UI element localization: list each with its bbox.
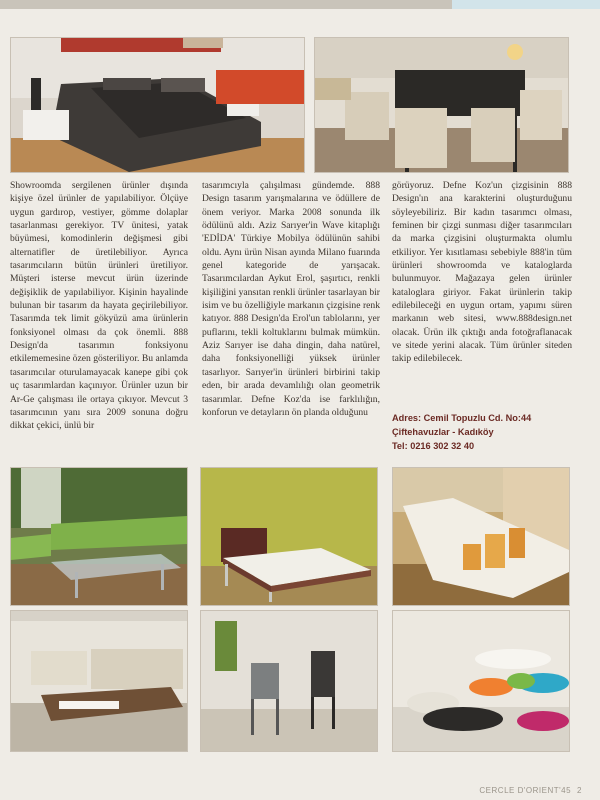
page-footer — [479, 786, 582, 795]
photo-green-sofa — [10, 467, 188, 606]
page-number: 2 — [577, 786, 582, 795]
address-phone: Tel: 0216 302 32 40 — [392, 441, 475, 451]
photo-colorful-poufs — [392, 610, 570, 752]
store-address — [392, 411, 572, 453]
address-line-district: Çiftehavuzlar - Kadıköy — [392, 427, 494, 437]
article-column-3-text: görüyoruz. Defne Koz'un çizgisinin 888 Design'ın ana karakterini oluşturduğunu söyleyebiliriz. Bir kadın tasarımcı olması, feminen bir çizgi sunması diğer tasarımcıları da marka çizgisini oluşturmakta olumlu etkiliyor. Yer kısıtlaması sebebiyle 888'in tüm ürünleri showroomda ve kataloglarda bulunmuyor. Mağazaya gelen ürünler kataloglara giriyor. Fakat ürünlerin takip edilebileceği en uygun ortam, yapımı süren markanın web sitesi, www.888design.net olacak. Ürün ilk çıktığı anda fotoğraflanacak ve sitede yerini alacak. Tüm ürünler siteden takip edilebilecek. — [392, 180, 572, 365]
article-column-3 — [392, 179, 572, 366]
top-bar-accent — [452, 0, 600, 9]
photo-bedroom-dark-bed — [10, 37, 305, 173]
article-column-2-text: tasarımcıyla çalışılması gündemde. 888 Design tasarım yarışmalarına ve ödüllere de önem veriyor. Marka 2008 sonunda ilk ödülünü aldı. Aziz Sarıyer'in Wave kitaplığı 'EDİDA' Türkiye Mobilya ödülünün sahibi oldu. Aynı ürün Nisan ayında Milano fuarında genel kategoride de yarışacak. Tasarımcılardan Aykut Erol, şaşırtıcı, renkli kişiliğini yansıtan renkli ürünler tasarlayan bir isim ve bu özelliğiyle markanın çizgisine renk katıyor. 888 Design'da Erol'un tablolarını, yer puflarını, tekli koltuklarını bulmak mümkün. Aziz Sarıyer ise daha dingin, daha natürel, daha fonksiyonelliği yüksek ürünler tasarlıyor. Sarıyer'in ürünleri birbirini takip eden, bir arada devamlılığı olan geometrik tasarımlar. Defne Koz'da ise farklılığın, konforun ve detayların ön planda olduğunu — [202, 180, 380, 418]
magazine-name: CERCLE D'ORIENT'45 — [479, 786, 572, 795]
article-column-2 — [202, 179, 380, 419]
photo-cream-sofas — [10, 610, 188, 752]
photo-long-white-table — [392, 467, 570, 606]
photo-bed-green-wall — [200, 467, 378, 606]
photo-dining-table — [314, 37, 569, 173]
photo-minimal-chairs — [200, 610, 378, 752]
top-bar — [0, 0, 600, 9]
address-line-street: Adres: Cemil Topuzlu Cd. No:44 — [392, 413, 532, 423]
article-column-1-text: Showroomda sergilenen ürünler dışında kişiye özel ürünler de yapılabiliyor. Ölçüye uygun gardırop, vestiyer, gömme dolaplar tasarlanması gerekiyor. TV ünitesi, yatak büyümesi, komodinlerin değişmesi gibi alternatifler de üretilebiliyor. Ayrıca tasarımcıların bütün ürünleri üretiliyor. Müşteri isterse mevcut ürün üzerinde değişiklik de yapılabiliyor. Kişinin hayalinde bulunan bir tasarım da hayata geçirilebiliyor. Tasarımda tek limit gökyüzü ama ürünlerin fonksiyonel olması da çok önemli. 888 Design'da tasarımın fonksiyonu etkilememesine özen gösteriliyor. Bu anlamda tasarımcılar oturulamayacak kanepe gibi çok uç tasarımlardan kaçınıyor. Ürünler uzun bir Ar-Ge çalışması ile ortaya çıkıyor. Mevcut 3 tasarımcının yanı sıra 2009 sonuna doğru dikkat çekici, ünlü bir — [10, 180, 188, 432]
article-column-1 — [10, 179, 188, 433]
